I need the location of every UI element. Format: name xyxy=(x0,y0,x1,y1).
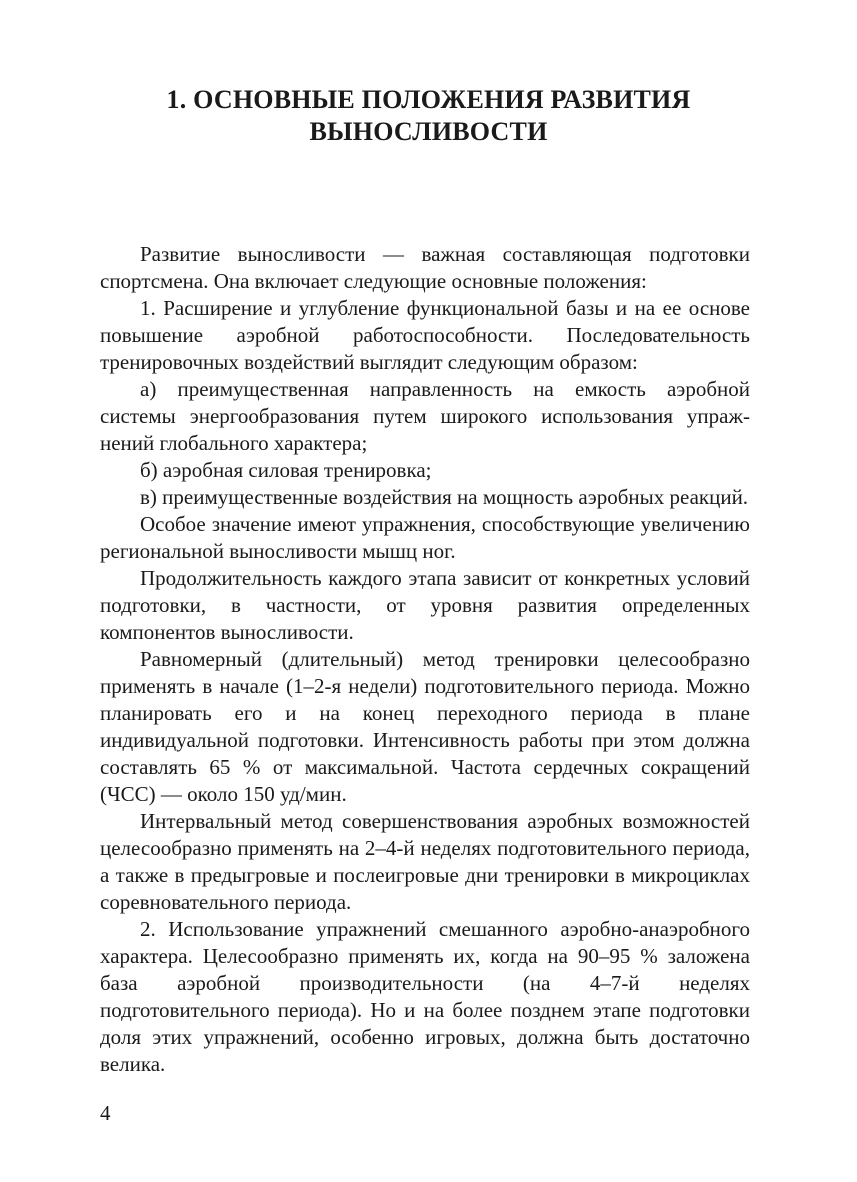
paragraph: 1. Расширение и углубление функциональной базы и на ее основе повышение аэробной работоспособности. Последовательность тренировочных воздействий выглядит следующим образом: xyxy=(100,296,750,374)
paragraph: а) преимущественная направленность на емкость аэробной системы энергообразования путем широкого использования упражнений глобального характера; xyxy=(100,377,750,455)
paragraph: Продолжительность каждого этапа зависит от конкретных условий подготовки, в частности, от уровня развития определенных компонентов выносливости. xyxy=(100,566,750,644)
paragraph: Равномерный (длительный) метод тренировки целесообразно применять в начале (1–2-я недели) подготовительного периода. Можно планировать его и на конец переходного периода в плане индивидуальной подготовки. Интенсивность работы при этом должна составлять 65 % от максимальной. Частота сердечных сокращений (ЧСС) — около 150 уд/мин. xyxy=(100,647,750,806)
paragraph: 2. Использование упражнений смешанного аэробно-анаэробного характера. Целесообразно применять их, когда на 90–95 % заложена база аэробной производительности (на 4–7-й неделях подготовительного периода). Но и на более позднем этапе подготовки доля этих упражнений, особенно игровых, должна быть достаточно велика. xyxy=(100,917,750,1076)
paragraph: Развитие выносливости — важная составляющая подготовки спортсмена. Она включает следующие основные положения: xyxy=(100,242,750,293)
body-text xyxy=(100,241,750,1078)
page-title: 1. ОСНОВНЫЕ ПОЛОЖЕНИЯ РАЗВИТИЯ ВЫНОСЛИВОСТИ xyxy=(166,85,691,146)
page-number: 4 xyxy=(100,1101,111,1125)
paragraph: б) аэробная силовая тренировка; xyxy=(140,458,432,482)
paragraph: Особое значение имеют упражнения, способствующие увеличению региональной выносливости мышц ног. xyxy=(100,512,750,563)
paragraph: в) преимущественные воздействия на мощность аэробных реакций. xyxy=(140,485,749,509)
paragraph: Интервальный метод совершенствования аэробных возможностей целесообразно применять на 2–4-й неделях подготовительного периода, а также в предыгровые и послеигровые дни тренировки в микроциклах соревновательного периода. xyxy=(100,809,750,914)
